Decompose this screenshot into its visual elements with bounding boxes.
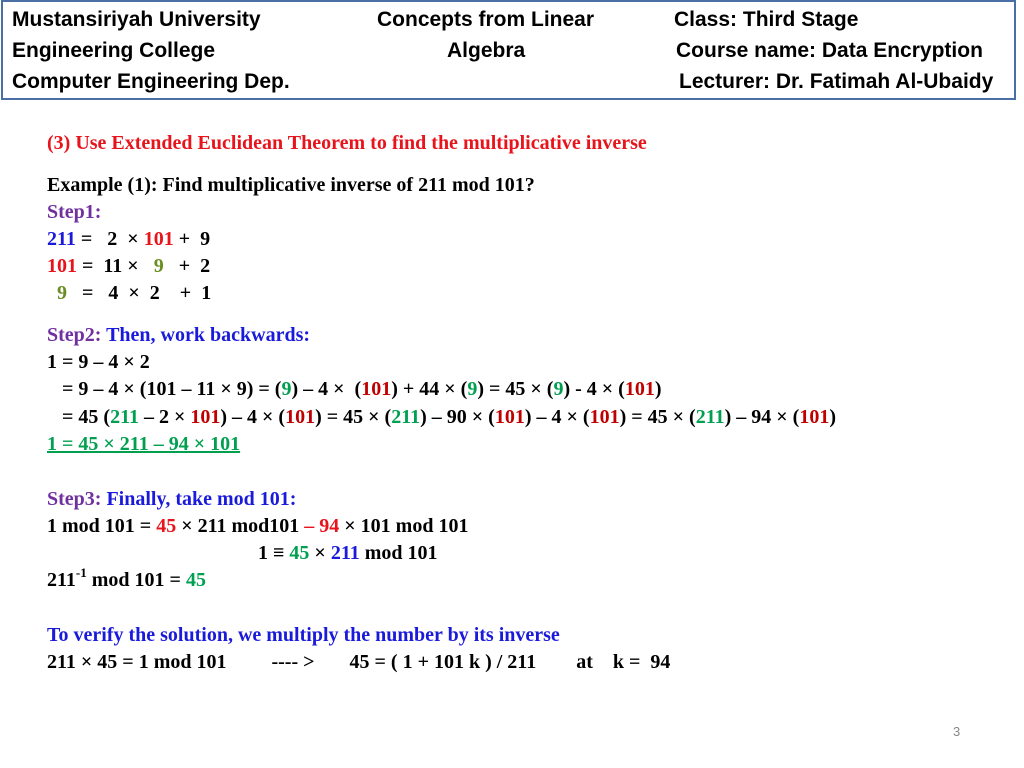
- step2-line-3: = 45 (211 – 2 × 101) – 4 × (101) = 45 × (211) – 90 × (101) – 4 × (101) = 45 × (211) – 94 × (101): [47, 406, 836, 428]
- verify-line: 211 × 45 = 1 mod 101 ---- > 45 = ( 1 + 101 k ) / 211 at k = 94: [47, 651, 671, 673]
- step2-line-1: 1 = 9 – 4 × 2: [47, 351, 150, 373]
- step2-result: 1 = 45 × 211 – 94 × 101: [47, 433, 241, 455]
- course-label: Course name: Data Encryption: [676, 39, 983, 62]
- step1-equation-2: 101 = 11 × 9 + 2: [47, 255, 211, 277]
- page-number: 3: [953, 724, 961, 739]
- lecturer-label: Lecturer: Dr. Fatimah Al-Ubaidy: [679, 70, 994, 93]
- step1-label: Step1:: [47, 201, 102, 223]
- subject-title-line2: Algebra: [447, 39, 526, 62]
- step2-line-2: = 9 – 4 × (101 – 11 × 9) = (9) – 4 × (101) + 44 × (9) = 45 × (9) - 4 × (101): [47, 378, 662, 400]
- university-name: Mustansiriyah University: [12, 8, 261, 31]
- department-name: Computer Engineering Dep.: [12, 70, 290, 93]
- step3-line-1: 1 mod 101 = 45 × 211 mod101 – 94 × 101 mod 101: [47, 515, 469, 537]
- class-label: Class: Third Stage: [674, 8, 859, 31]
- college-name: Engineering College: [12, 39, 216, 62]
- section-title: (3) Use Extended Euclidean Theorem to find the multiplicative inverse: [47, 132, 647, 154]
- step3-heading: Step3: Finally, take mod 101:: [47, 488, 297, 510]
- step1-equation-3: 9 = 4 × 2 + 1: [57, 282, 212, 304]
- example-statement: Example (1): Find multiplicative inverse of 211 mod 101?: [47, 174, 535, 196]
- step1-equation-1: 211 = 2 × 101 + 9: [47, 228, 211, 250]
- step3-line-2: 1 ≡ 45 × 211 mod 101: [258, 542, 438, 564]
- step3-line-3: $211^{-1}$ mod 101 = 45: [47, 565, 206, 591]
- subject-title-line1: Concepts from Linear: [377, 8, 595, 31]
- step2-heading: Step2: Then, work backwards:: [47, 324, 311, 346]
- verify-title: To verify the solution, we multiply the number by its inverse: [47, 624, 560, 646]
